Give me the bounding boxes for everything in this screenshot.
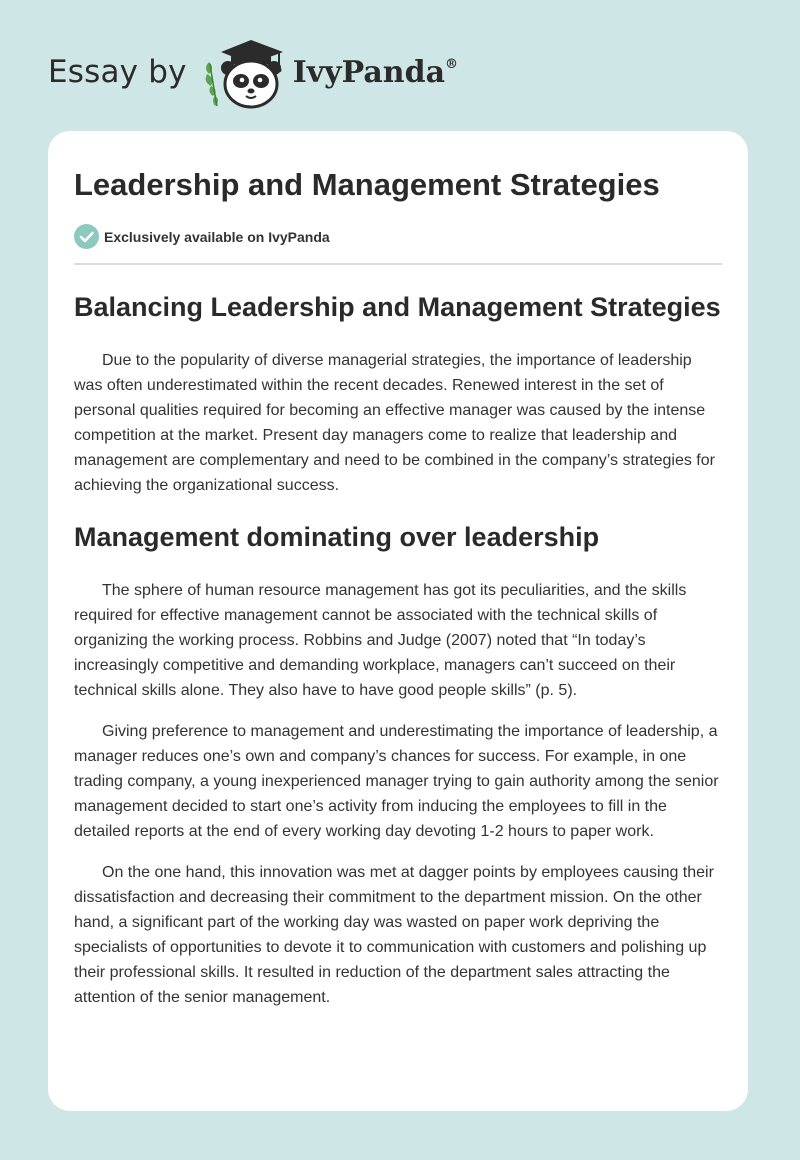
check-circle-icon (74, 224, 99, 249)
section-paragraph: Giving preference to management and underestimating the importance of leadership, a manager reduces one’s own and company’s chances for success. For example, in one trading company, a young inexperienced manager trying to gain authority among the senior management decided to start one’s activity from inducing the employees to fill in the detailed reports at the end of every working day devoting 1-2 hours to paper work. (74, 723, 719, 840)
essay-card (48, 131, 748, 1111)
essay-title: Leadership and Management Strategies (74, 167, 660, 202)
exclusive-badge-label: Exclusively available on IvyPanda (104, 228, 330, 245)
brand-name-text: IvyPanda (292, 54, 446, 90)
brand-name (293, 55, 458, 90)
trademark-symbol: ® (445, 56, 459, 72)
section-paragraph: Due to the popularity of diverse managerial strategies, the importance of leadership was often underestimated within the recent decades. Renewed interest in the set of personal qualities required for becoming an effective manager was caused by the intense competition at the market. Present day managers come to realize that leadership and management are complementary and need to be combined in the company’s strategies for achieving the organizational success. (74, 352, 715, 494)
title-divider (74, 263, 722, 265)
essay-by-label: Essay by (48, 54, 187, 90)
panda-graduate-icon (201, 34, 289, 110)
section-paragraph: On the one hand, this innovation was met at dagger points by employees causing their dissatisfaction and decreasing their commitment to the department mission. On the other hand, a significant part of the working day was wasted on paper work depriving the specialists of opportunities to devote it to communication with customers and polishing up their professional skills. It resulted in reduction of the department sales attracting the attention of the senior management. (74, 864, 714, 1006)
section-paragraph: The sphere of human resource management has got its peculiarities, and the skills required for effective management cannot be associated with the technical skills of organizing the working process. Robbins and Judge (2007) noted that “In today’s increasingly competitive and demanding workplace, managers can’t succeed on their technical skills alone. They also have to have good people skills” (p. 5). (74, 582, 687, 699)
section-heading: Balancing Leadership and Management Strategies (74, 292, 721, 322)
site-header (48, 34, 458, 110)
exclusive-badge (74, 224, 722, 249)
section-heading: Management dominating over leadership (74, 522, 600, 552)
